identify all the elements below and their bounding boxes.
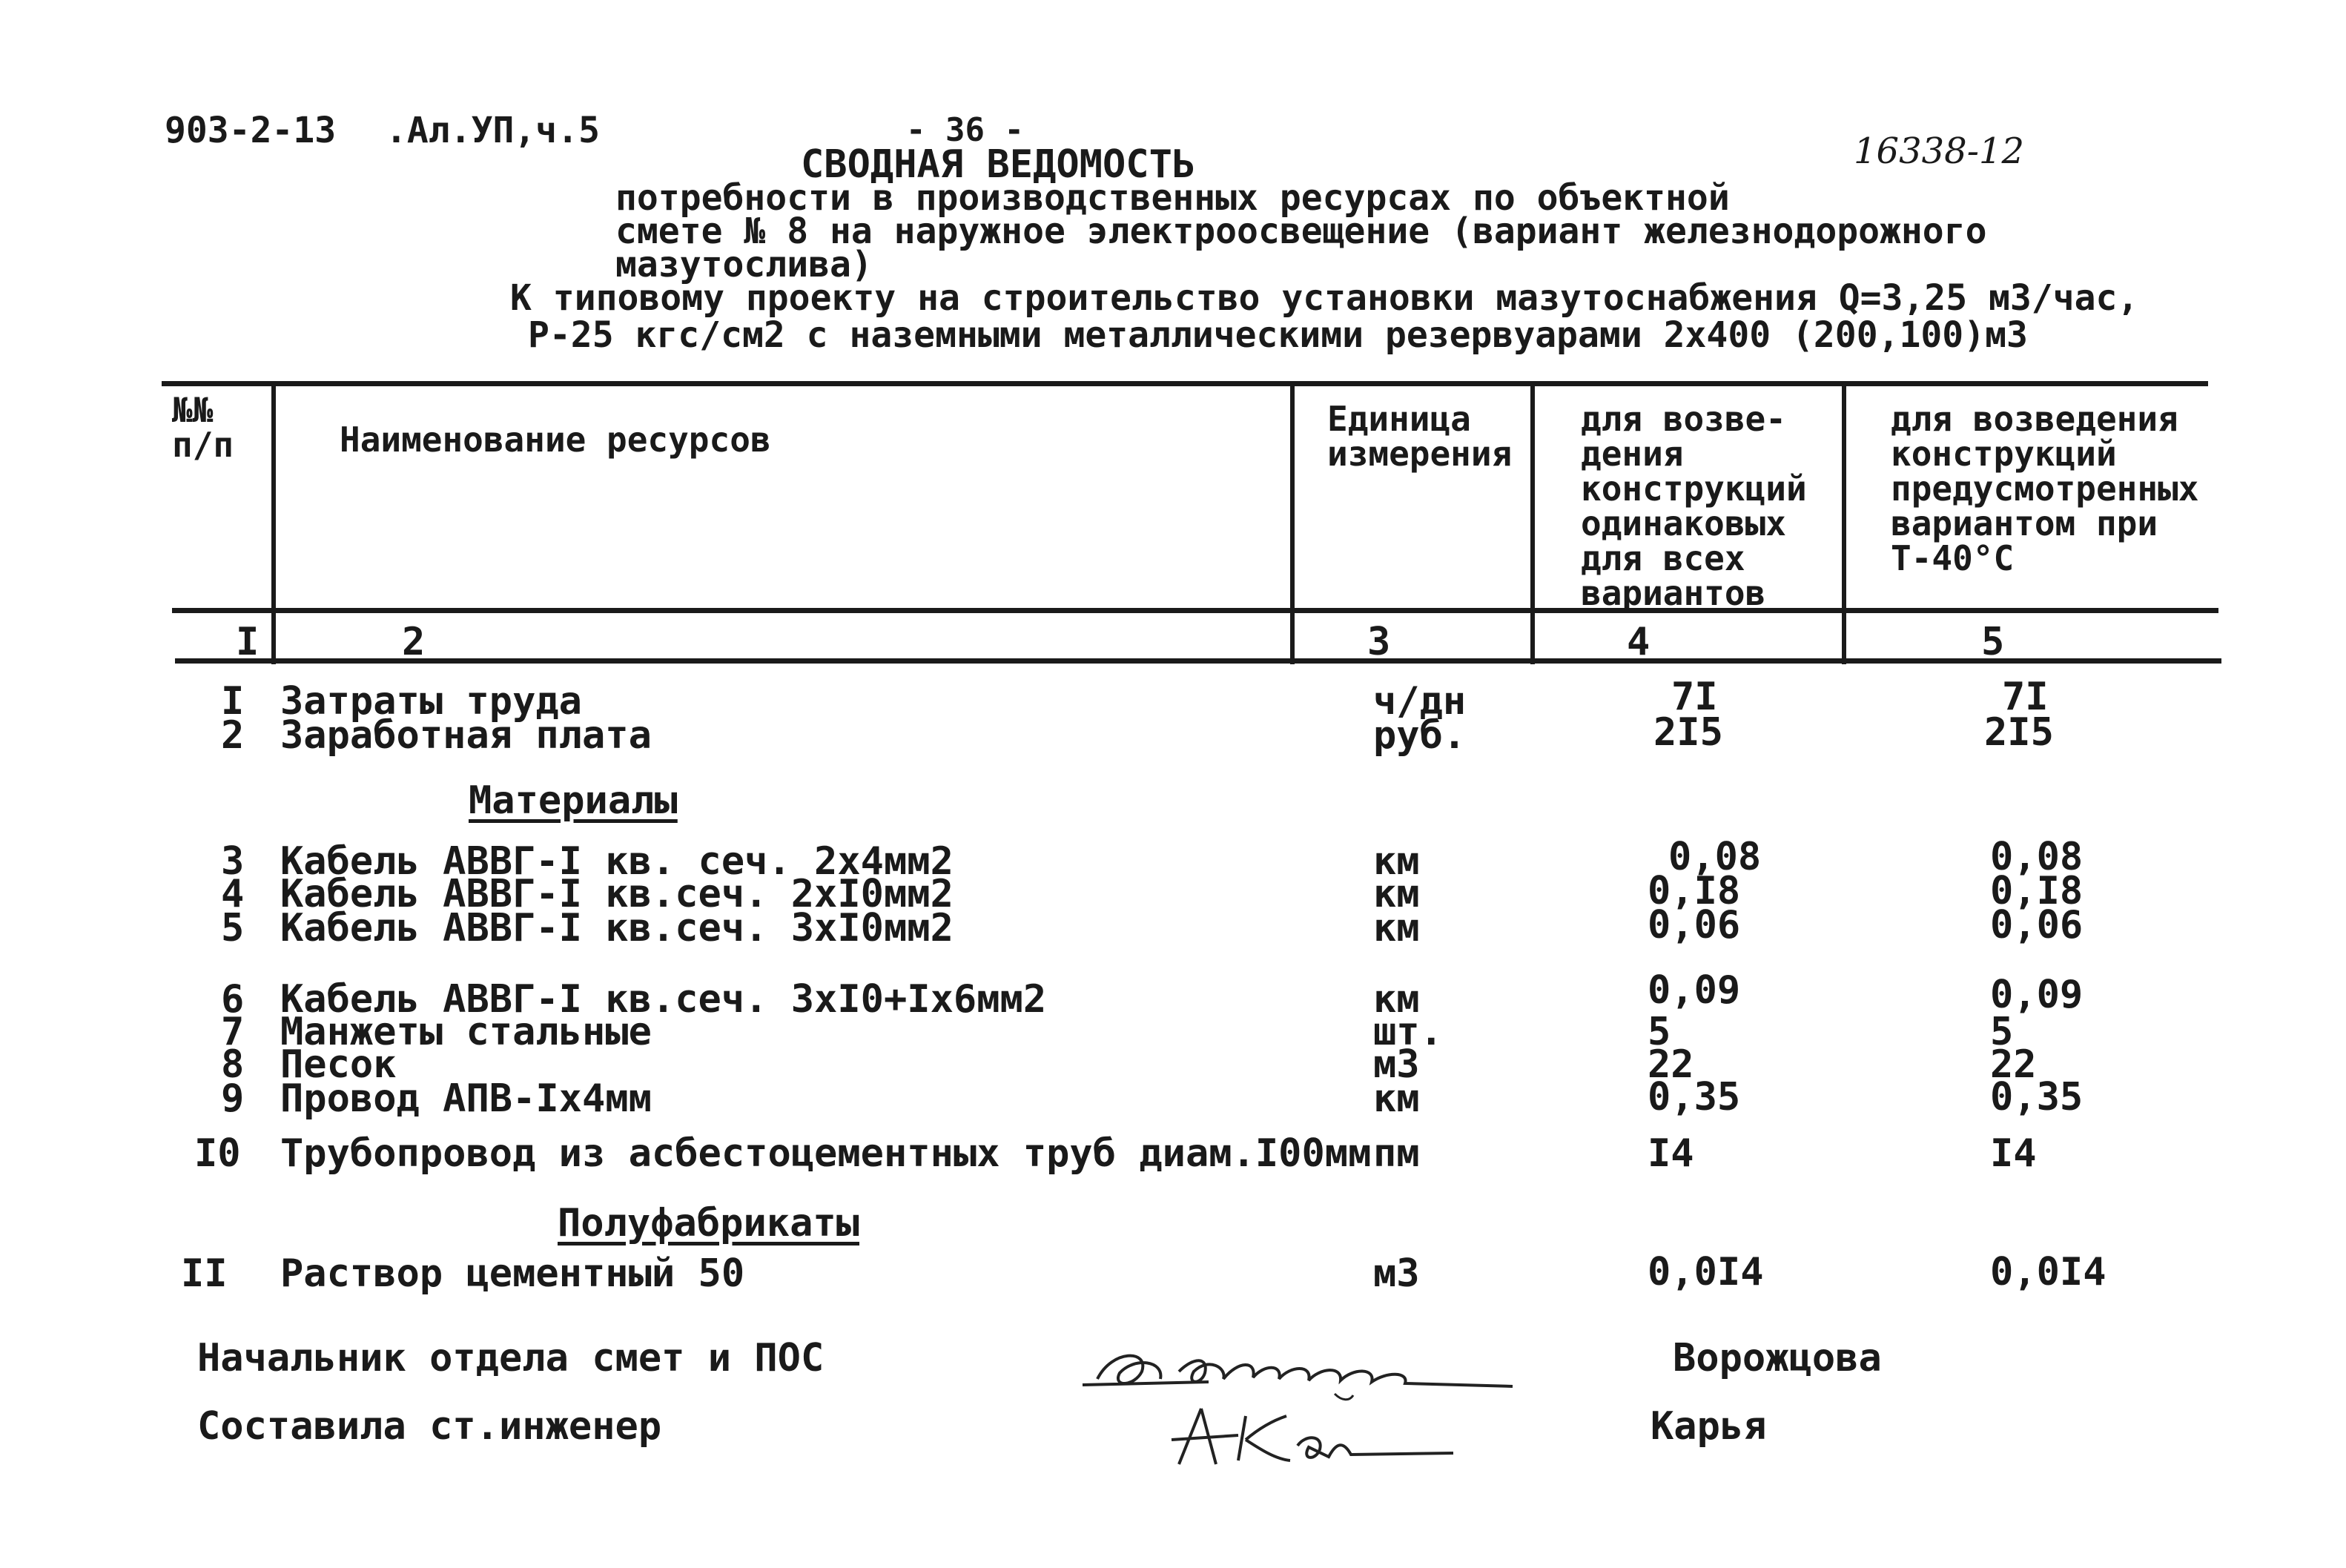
section-materials: Материалы <box>469 778 678 823</box>
col-divider-2 <box>1290 386 1295 664</box>
row-8-unit: м3 <box>1373 1042 1420 1087</box>
row-10-col5: I4 <box>1990 1131 2037 1176</box>
header-unit: Единица измерения <box>1327 399 1513 474</box>
row-5-col4: 0,06 <box>1648 903 1741 947</box>
table-header-rule <box>172 608 2218 613</box>
row-4-name: Кабель АВВГ-I кв.сеч. 2хI0мм2 <box>280 872 954 916</box>
row-9-unit: км <box>1373 1076 1420 1121</box>
signatory-name-2: Карья <box>1651 1404 1767 1449</box>
handwritten-signature-2 <box>1157 1394 1468 1475</box>
row-5-unit: км <box>1373 906 1420 950</box>
album-ref: .Ал.УП,ч.5 <box>386 110 600 151</box>
doc-code: 903-2-13 <box>165 110 337 151</box>
col-divider-3 <box>1530 386 1535 664</box>
row-6-unit: км <box>1373 977 1420 1022</box>
row-5-name: Кабель АВВГ-I кв.сеч. 3хI0мм2 <box>280 906 954 950</box>
row-3-col5: 0,08 <box>1990 835 2084 879</box>
row-1-name: Затраты труда <box>280 679 582 724</box>
header-col5: для возведения конструкций предусмотренных вариантом при Т-40°С <box>1891 399 2199 578</box>
title-line-3: смете № 8 на наружное электроосвещение (вариант железнодорожного <box>615 211 1987 252</box>
header-num: №№ п/п <box>172 390 234 465</box>
row-3-num: 3 <box>221 839 245 884</box>
row-9-num: 9 <box>221 1076 245 1121</box>
inventory-number: 16338-12 <box>1854 130 2024 172</box>
row-7-name: Манжеты стальные <box>280 1010 652 1054</box>
colnum-4: 4 <box>1627 620 1651 664</box>
row-11-name: Раствор цементный 50 <box>280 1251 745 1296</box>
table-colnum-rule <box>175 658 2221 664</box>
document-title: СВОДНАЯ ВЕДОМОСТЬ <box>801 142 1196 187</box>
signatory-name-1: Ворожцова <box>1673 1336 1882 1380</box>
title-line-2: потребности в производственных ресурсах по объектной <box>615 177 1730 219</box>
title-line-4: мазутослива) <box>615 244 873 285</box>
row-1-col4: 7I <box>1671 675 1718 719</box>
row-9-col4: 0,35 <box>1648 1075 1741 1119</box>
row-6-col4: 0,09 <box>1648 968 1741 1013</box>
row-7-unit: шт. <box>1373 1010 1443 1054</box>
colnum-3: 3 <box>1367 620 1391 664</box>
row-6-num: 6 <box>221 977 245 1022</box>
signatory-role-1: Начальник отдела смет и ПОС <box>197 1336 825 1380</box>
row-10-unit: пм <box>1373 1131 1420 1176</box>
table-top-rule <box>162 381 2208 386</box>
row-5-col5: 0,06 <box>1990 903 2084 947</box>
row-4-col4: 0,I8 <box>1648 869 1741 913</box>
title-line-6: Р-25 кгс/см2 с наземными металлическими резервуарами 2х400 (200,100)м3 <box>528 314 2028 356</box>
row-9-col5: 0,35 <box>1990 1075 2084 1119</box>
row-7-num: 7 <box>221 1010 245 1054</box>
row-11-col4: 0,0I4 <box>1648 1250 1764 1294</box>
header-col4: для возве- дения конструкций одинаковых для всех вариантов <box>1581 399 1807 613</box>
colnum-2: 2 <box>402 620 426 664</box>
page-number: - 36 - <box>906 111 1024 149</box>
row-2-col5: 2I5 <box>1984 710 2054 755</box>
row-11-num: II <box>181 1251 228 1296</box>
row-2-col4: 2I5 <box>1653 710 1723 755</box>
row-1-unit: ч/дн <box>1373 679 1467 724</box>
colnum-1: I <box>236 620 260 664</box>
row-8-col5: 22 <box>1990 1042 2037 1087</box>
col-divider-1 <box>271 386 276 664</box>
signatory-role-2: Составила ст.инженер <box>197 1404 662 1449</box>
row-4-unit: км <box>1373 872 1420 916</box>
row-11-unit: м3 <box>1373 1251 1420 1296</box>
row-2-num: 2 <box>221 713 245 758</box>
row-8-col4: 22 <box>1648 1042 1694 1087</box>
row-6-col5: 0,09 <box>1990 973 2084 1017</box>
row-8-num: 8 <box>221 1042 245 1087</box>
row-1-num: I <box>221 679 245 724</box>
row-3-col4: 0,08 <box>1668 835 1762 879</box>
row-7-col5: 5 <box>1990 1010 2014 1054</box>
header-name: Наименование ресурсов <box>340 420 771 460</box>
row-5-num: 5 <box>221 906 245 950</box>
row-11-col5: 0,0I4 <box>1990 1250 2107 1294</box>
row-9-name: Провод АПВ-Iх4мм <box>280 1076 652 1121</box>
row-8-name: Песок <box>280 1042 397 1087</box>
row-10-col4: I4 <box>1648 1131 1694 1176</box>
row-3-name: Кабель АВВГ-I кв. сеч. 2х4мм2 <box>280 839 954 884</box>
row-3-unit: км <box>1373 839 1420 884</box>
row-2-unit: руб. <box>1373 713 1467 758</box>
row-10-name: Трубопровод из асбестоцементных труб диам.I00мм <box>280 1131 1372 1176</box>
colnum-5: 5 <box>1981 620 2005 664</box>
row-1-col5: 7I <box>2002 675 2049 719</box>
section-semifinished: Полуфабрикаты <box>558 1201 859 1246</box>
col-divider-4 <box>1842 386 1846 664</box>
row-4-num: 4 <box>221 872 245 916</box>
row-2-name: Заработная плата <box>280 713 652 758</box>
title-line-5: К типовому проекту на строительство установки мазутоснабжения Q=3,25 м3/час, <box>510 277 2139 319</box>
row-4-col5: 0,I8 <box>1990 869 2084 913</box>
row-10-num: I0 <box>194 1131 241 1176</box>
row-7-col4: 5 <box>1648 1010 1671 1054</box>
row-6-name: Кабель АВВГ-I кв.сеч. 3хI0+Iх6мм2 <box>280 977 1047 1022</box>
